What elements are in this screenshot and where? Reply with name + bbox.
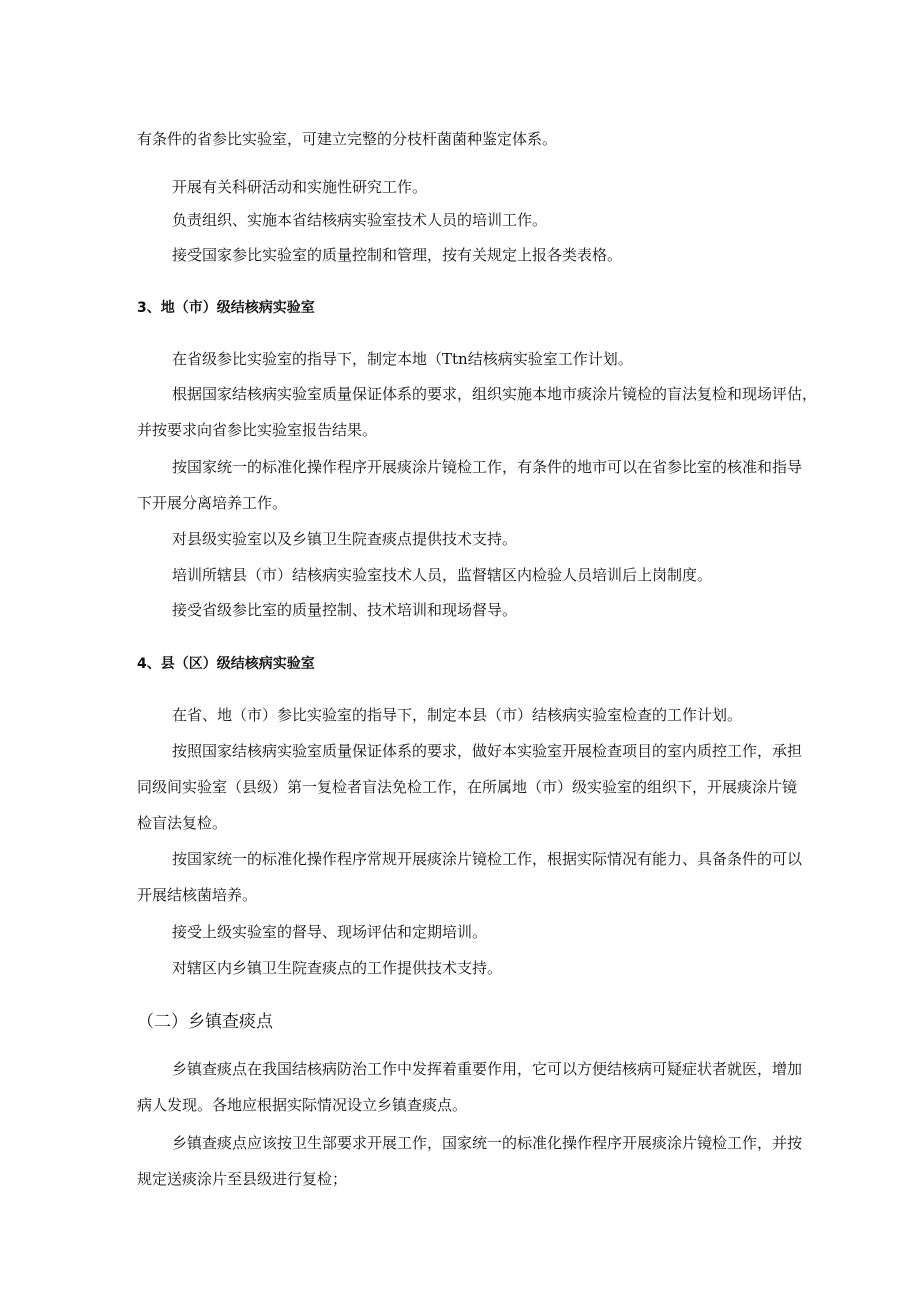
paragraph: 同级间实验室（县级）第一复检者盲法免检工作，在所属地（市）级实验室的组织下，开展痰涂片镜 [137,778,798,796]
paragraph: 接受国家参比实验室的质量控制和管理，按有关规定上报各类表格。 [172,246,623,264]
paragraph: 乡镇查痰点应该按卫生部要求开展工作，国家统一的标准化操作程序开展痰涂片镜检工作，并按 [172,1134,803,1152]
section-heading-township-sputum-point: （二）乡镇查痰点 [137,1012,273,1032]
paragraph: 下开展分离培养工作。 [137,494,288,512]
paragraph: 检盲法复检。 [137,814,228,832]
paragraph: 规定送痰涂片至县级进行复检； [137,1170,348,1188]
paragraph: 负责组织、实施本省结核病实验室技术人员的培训工作。 [172,211,548,229]
paragraph: 接受省级参比室的质量控制、技术培训和现场督导。 [172,601,518,619]
paragraph: 开展结核菌培养。 [137,886,258,904]
paragraph: 乡镇查痰点在我国结核病防治工作中发挥着重要作用，它可以方便结核病可疑症状者就医，增加 [172,1060,803,1078]
paragraph: 有条件的省参比实验室，可建立完整的分枝杆菌菌种鉴定体系。 [137,130,558,148]
paragraph: 根据国家结核病实验室质量保证体系的要求，组织实施本地市痰涂片镜检的盲法复检和现场评估， [172,385,818,403]
paragraph: 在省级参比实验室的指导下，制定本地（Ttn结核病实验室工作计划。 [172,350,633,368]
paragraph: 对县级实验室以及乡镇卫生院查痰点提供技术支持。 [172,530,518,548]
paragraph: 培训所辖县（市）结核病实验室技术人员，监督辖区内检验人员培训后上岗制度。 [172,566,713,584]
paragraph: 对辖区内乡镇卫生院查痰点的工作提供技术支持。 [172,959,503,977]
paragraph: 在省、地（市）参比实验室的指导下，制定本县（市）结核病实验室检查的工作计划。 [172,706,743,724]
paragraph: 接受上级实验室的督导、现场评估和定期培训。 [172,923,488,941]
paragraph: 并按要求向省参比实验室报告结果。 [137,421,378,439]
paragraph: 开展有关科研活动和实施性研究工作。 [172,178,428,196]
paragraph: 按照国家结核病实验室质量保证体系的要求，做好本实验室开展检查项目的室内质控工作，承担 [172,742,803,760]
paragraph: 按国家统一的标准化操作程序常规开展痰涂片镜检工作，根据实际情况有能力、具备条件的可以 [172,850,803,868]
paragraph: 按国家统一的标准化操作程序开展痰涂片镜检工作，有条件的地市可以在省参比室的核准和指导 [172,458,803,476]
paragraph: 病人发现。各地应根据实际情况设立乡镇查痰点。 [137,1096,468,1114]
section-heading-prefecture-lab: 3、地（市）级结核病实验室 [137,300,315,316]
section-heading-county-lab: 4、县（区）级结核病实验室 [137,656,315,672]
